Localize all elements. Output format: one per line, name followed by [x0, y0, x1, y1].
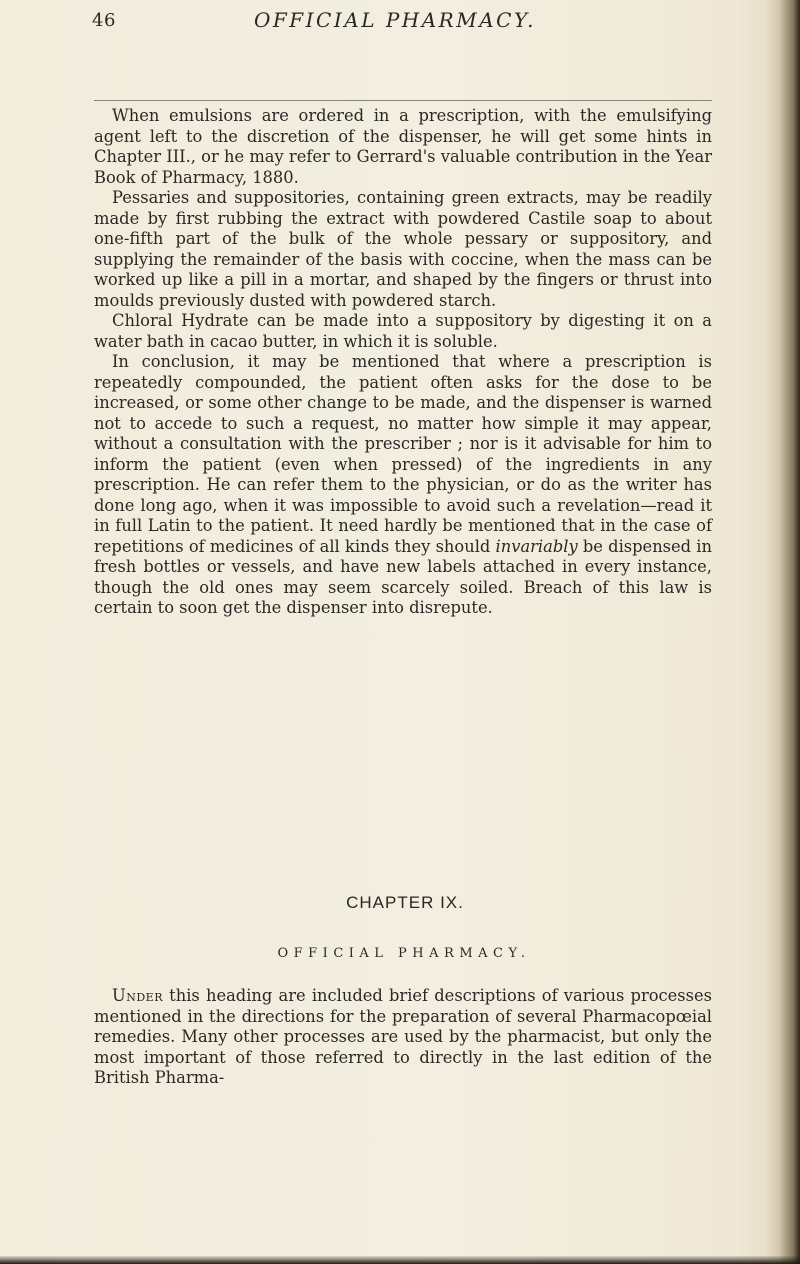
paragraph-text: this heading are included brief descriptions of various processes mentioned in the directions for the preparation of several Pharmacopœial remedies. Many other processes are used by the pharmacist, but only the most important of those referred to directly in the last edition of the British Pharma-: [94, 986, 712, 1087]
paragraph: Chloral Hydrate can be made into a suppository by digesting it on a water bath in cacao butter, in which it is soluble.: [94, 311, 712, 351]
chapter-viii-text: [94, 106, 712, 619]
chapter-title: CHAPTER IX.: [346, 893, 464, 912]
page-bottom-edge: [0, 1256, 800, 1264]
paragraph: [94, 986, 712, 1089]
paragraph-text: be dispensed in fresh bottles or vessels, and have new labels attached in every instance, though the old ones may seem scarcely soiled. Breach of this law is certain to soon get the dispenser into disrepute.: [94, 536, 712, 617]
paragraph: [94, 352, 712, 619]
chapter-subtitle: OFFICIAL PHARMACY.: [277, 946, 531, 961]
chapter-ix-text: [94, 986, 712, 1089]
emphasis-text: invariably: [495, 536, 578, 556]
page-header: [92, 6, 740, 42]
header-rule: [94, 100, 712, 101]
paragraph: Pessaries and suppositories, containing green extracts, may be readily made by first rubbing the extract with powdered Castile soap to about one-fifth part of the bulk of the whole pessary or suppository, and supplying the remainder of the basis with coccine, when the mass can be worked up like a pill in a mortar, and shaped by the fingers or thrust into moulds previously dusted with powdered starch.: [94, 188, 712, 310]
running-head: OFFICIAL PHARMACY.: [254, 8, 536, 32]
page-number: 46: [92, 10, 116, 31]
paragraph-text: In conclusion, it may be mentioned that where a prescription is repeatedly compounded, the patient often asks for the dose to be increased, or some other change to be made, and the dispenser is warned not to accede to such a request, no matter how simple it may appear, without a consultation with the prescriber ; nor is it advisable for him to inform the patient (even when pressed) of the ingredients in any prescription. He can refer them to the physician, or do as the writer has done long ago, when it was impossible to avoid such a revelation—read it in full Latin to the patient. It need hardly be mentioned that in the case of repetitions of medicines of all kinds they should: [94, 352, 712, 556]
book-spine-shadow: [766, 0, 800, 1264]
paragraph: When emulsions are ordered in a prescription, with the emulsifying agent left to the discretion of the dispenser, he will get some hints in Chapter III., or he may refer to Gerrard's valuable contribution in the Year Book of Pharmacy, 1880.: [94, 106, 712, 187]
lead-word: Under: [112, 986, 163, 1005]
